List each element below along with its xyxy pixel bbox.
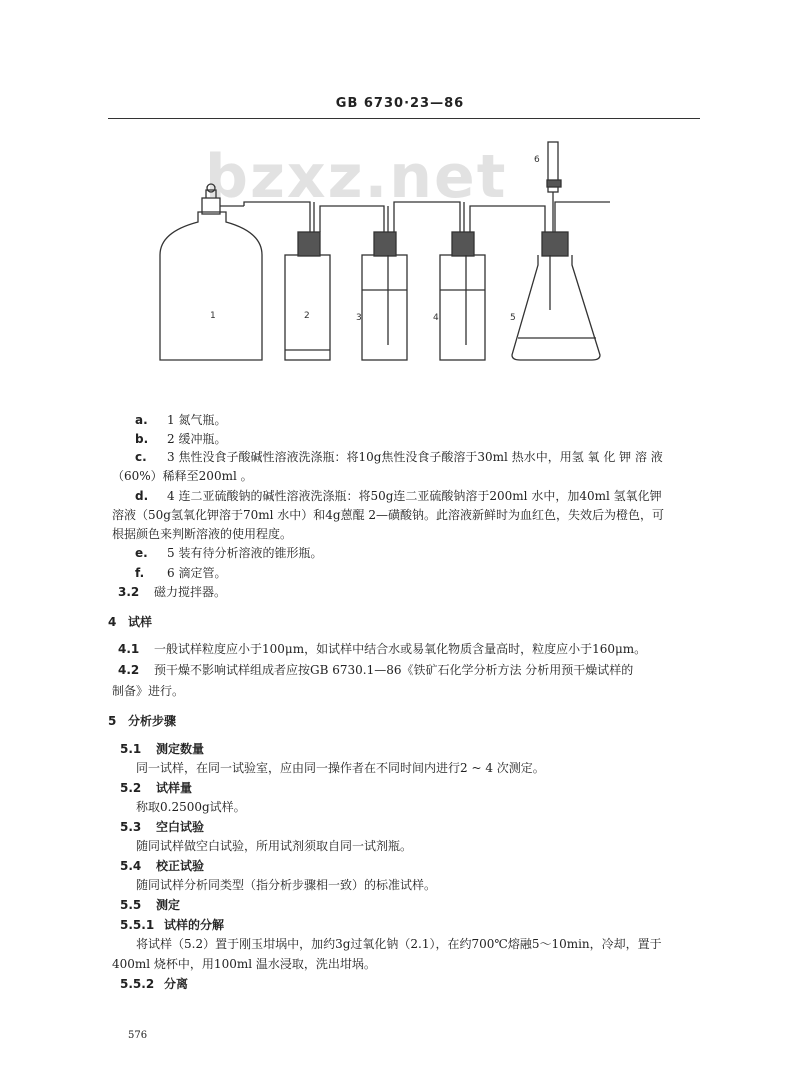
clause-4-2 <box>118 662 633 678</box>
section-4-heading <box>108 614 152 630</box>
legend-item-a <box>135 412 226 428</box>
legend-item-d-cont2: 根据颜色来判断溶液的使用程度。 <box>112 527 293 541</box>
document-header: GB 6730·23—86 <box>335 96 465 111</box>
clause-5-2-text: 称取0.2500g试样。 <box>136 800 246 814</box>
item-label: f. <box>135 566 145 580</box>
clause-number: 5.1 <box>120 742 142 756</box>
pyrogallol-wash-bottle <box>362 255 407 360</box>
clause-title: 测定数量 <box>156 742 205 756</box>
clause-5-1-heading <box>120 741 204 757</box>
section-title: 试样 <box>128 615 153 629</box>
clause-number: 4.1 <box>118 642 140 656</box>
item-text: 1 氮气瓶。 <box>167 413 227 427</box>
item-label: b. <box>135 432 149 446</box>
section-5-heading <box>108 713 176 729</box>
buffer-bottle <box>285 255 330 360</box>
clause-number: 5.3 <box>120 820 142 834</box>
clause-5-2-heading <box>120 780 192 796</box>
legend-item-c-cont: （60%）稀释至200ml 。 <box>112 469 253 483</box>
clause-text: 磁力搅拌器。 <box>154 585 227 599</box>
clause-number: 5.5.2 <box>120 977 155 991</box>
clause-title: 分离 <box>164 977 189 991</box>
watermark: bzxz.net <box>205 142 508 212</box>
clause-4-1 <box>118 641 646 657</box>
apparatus-diagram <box>150 140 610 365</box>
label-6: 6 <box>534 155 540 165</box>
clause-5-5-2-heading <box>120 976 188 992</box>
conical-flask <box>512 255 600 360</box>
label-4: 4 <box>433 313 439 323</box>
clause-5-3-text: 随同试样做空白试验，所用试剂须取自同一试剂瓶。 <box>136 839 413 853</box>
clause-number: 3.2 <box>118 585 140 599</box>
legend-item-e <box>135 545 322 561</box>
section-number: 4 <box>108 615 117 629</box>
clause-5-3-heading <box>120 819 204 835</box>
legend-item-b <box>135 431 226 447</box>
header-rule <box>108 118 700 119</box>
clause-5-5-heading <box>120 897 180 913</box>
legend-item-c <box>135 449 663 465</box>
item-text: 2 缓冲瓶。 <box>167 432 227 446</box>
clause-number: 4.2 <box>118 663 140 677</box>
clause-number: 5.4 <box>120 859 142 873</box>
label-5: 5 <box>510 313 516 323</box>
legend-item-d <box>135 488 662 504</box>
item-label: e. <box>135 546 148 560</box>
section-number: 5 <box>108 714 117 728</box>
clause-number: 5.5.1 <box>120 918 155 932</box>
page-number: 576 <box>128 1030 148 1041</box>
nitrogen-cylinder <box>160 212 262 360</box>
legend-item-f <box>135 565 226 581</box>
clause-title: 测定 <box>156 898 181 912</box>
clause-5-5-1-heading <box>120 917 224 933</box>
clause-title: 试样的分解 <box>164 918 225 932</box>
clause-title: 试样量 <box>156 781 193 795</box>
item-label: d. <box>135 489 149 503</box>
clause-title: 校正试验 <box>156 859 205 873</box>
clause-number: 5.2 <box>120 781 142 795</box>
item-text: 6 滴定管。 <box>167 566 227 580</box>
clause-5-5-1-text: 将试样（5.2）置于刚玉坩埚中，加约3g过氧化钠（2.1），在约700℃熔融5～10min，冷却，置于 <box>136 937 662 951</box>
item-text: 3 焦性没食子酸碱性溶液洗涤瓶：将10g焦性没食子酸溶于30ml 热水中，用氢 氧 化 钾 溶 液 <box>167 450 663 464</box>
clause-5-5-1-text-cont: 400ml 烧杯中，用100ml 温水浸取，洗出坩埚。 <box>112 957 376 971</box>
item-text: 4 连二亚硫酸钠的碱性溶液洗涤瓶：将50g连二亚硫酸钠溶于200ml 水中，加40ml 氢氧化钾 <box>167 489 662 503</box>
item-label: a. <box>135 413 148 427</box>
clause-5-4-text: 随同试样分析同类型（指分析步骤相一致）的标准试样。 <box>136 878 437 892</box>
legend-item-d-cont1: 溶液（50g氢氧化钾溶于70ml 水中）和4g蒽醌 2—磺酸钠。此溶液新鲜时为血红色，失效后为橙色，可 <box>112 508 665 522</box>
clause-number: 5.5 <box>120 898 142 912</box>
item-label: c. <box>135 450 147 464</box>
clause-3-2 <box>118 584 226 600</box>
clause-5-4-heading <box>120 858 204 874</box>
clause-text: 预干燥不影响试样组成者应按GB 6730.1—86《铁矿石化学分析方法 分析用预干燥试样的 <box>154 663 634 677</box>
dithionite-wash-bottle <box>440 255 485 360</box>
section-title: 分析步骤 <box>128 714 177 728</box>
clause-4-2-cont: 制备》进行。 <box>112 684 185 698</box>
clause-title: 空白试验 <box>156 820 205 834</box>
clause-text: 一般试样粒度应小于100μm，如试样中结合水或易氧化物质含量高时，粒度应小于160μm。 <box>154 642 647 656</box>
label-2: 2 <box>304 311 310 321</box>
item-text: 5 装有待分析溶液的锥形瓶。 <box>167 546 323 560</box>
label-1: 1 <box>210 311 216 321</box>
label-3: 3 <box>356 313 362 323</box>
clause-5-1-text: 同一试样，在同一试验室，应由同一操作者在不同时间内进行2 ~ 4 次测定。 <box>136 761 545 775</box>
